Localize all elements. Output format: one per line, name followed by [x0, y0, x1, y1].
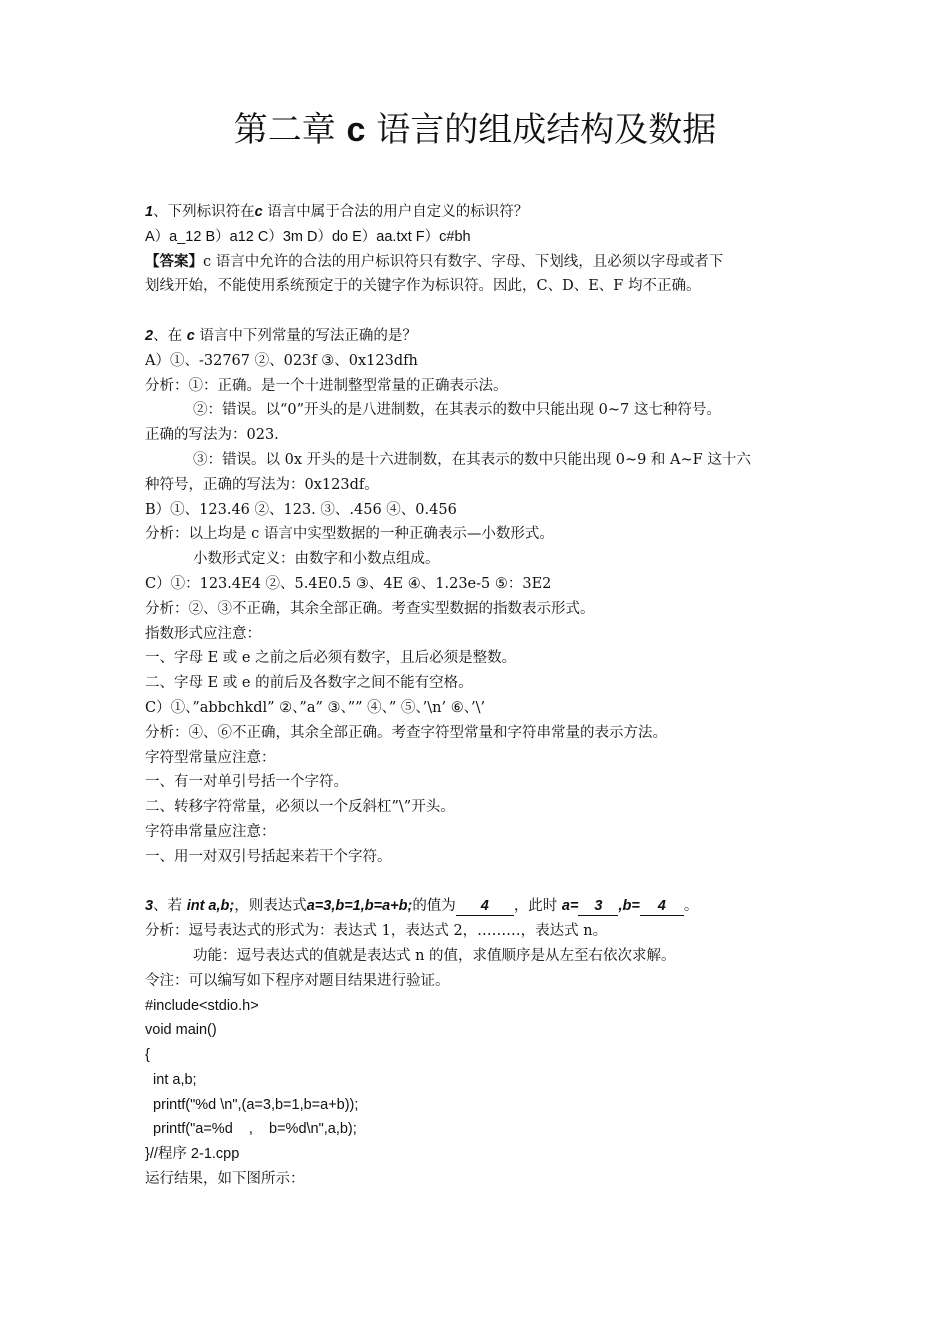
q2-line: C）①：123.4E4 ②、5.4E0.5 ③、4E ④、1.23e-5 ⑤：3E2: [145, 575, 552, 592]
q3-line: 分析：逗号表达式的形式为：表达式 1，表达式 2，………，表达式 n。: [145, 923, 608, 940]
answer-label: 【答案】: [145, 252, 203, 270]
q1-stem: 1、下列标识符在c 语言中属于合法的用户自定义的标识符？: [145, 204, 529, 220]
code-line: int a,b;: [145, 1071, 197, 1088]
result-caption: 运行结果，如下图所示：: [145, 1171, 305, 1188]
q2-line: A）①、-32767 ②、023f ③、0x123dfh: [145, 352, 418, 369]
answer-blank-value: 4: [456, 897, 514, 916]
title-rest: 语言的组成结构及数据: [365, 110, 717, 150]
q2-line: 小数形式定义：由数字和小数点组成。: [193, 551, 440, 568]
q2-line: 指数形式应注意：: [145, 625, 261, 642]
q2-line: 二、字母 E 或 e 的前后及各数字之间不能有空格。: [145, 675, 473, 692]
q2-line: B）①、123.46 ②、123. ③、.456 ④、0.456: [145, 501, 457, 518]
q2-line: 字符型常量应注意：: [145, 749, 276, 766]
page-title: [0, 108, 950, 152]
code-line: void main(): [145, 1022, 217, 1039]
q2-line: 正确的写法为：023.: [145, 427, 279, 444]
q3-stem: 3、若 int a,b;，则表达式a=3,b=1,b=a+b;的值为 4 ，此时 a= 3 ,b= 4 。: [145, 898, 699, 915]
q2-line: 一、有一对单引号括一个字符。: [145, 774, 348, 791]
answer-blank-a: 3: [578, 897, 618, 916]
q1-options: A）a_12 B）a12 C）3m D）do E）aa.txt F）c#bh: [145, 228, 471, 245]
q2-line: 二、转移字符常量，必须以一个反斜杠”\”开头。: [145, 799, 455, 816]
code-line: printf("%d \n",(a=3,b=1,b=a+b));: [145, 1096, 359, 1113]
q2-line: 分析：以上均是 c 语言中实型数据的一种正确表示—小数形式。: [145, 526, 554, 543]
q3-line: 令注：可以编写如下程序对题目结果进行验证。: [145, 972, 450, 989]
document-body: [145, 200, 815, 1192]
q1-answer-line1: 【答案】c 语言中允许的合法的用户标识符只有数字、字母、下划线，且必须以字母或者下: [145, 252, 724, 270]
q1-answer-line2: 划线开始，不能使用系统预定于的关键字作为标识符。因此，C、D、E、F 均不正确。: [145, 278, 701, 295]
code-block: [145, 994, 815, 1168]
q2-line: ②：错误。以“0”开头的是八进制数，在其表示的数中只能出现 0~7 这七种符号。: [193, 402, 721, 419]
code-line: printf("a=%d , b=%d\n",a,b);: [145, 1121, 357, 1138]
q2-line: 分析：②、③不正确，其余全部正确。考查实型数据的指数表示形式。: [145, 600, 595, 617]
q2-line: ③：错误。以 0x 开头的是十六进制数，在其表示的数中只能出现 0~9 和 A~F 这十六: [193, 451, 751, 468]
q3-line: 功能：逗号表达式的值就是表达式 n 的值，求值顺序是从左至右依次求解。: [193, 947, 676, 964]
title-prefix: 第二章: [233, 110, 347, 150]
q2-line: 分析：④、⑥不正确，其余全部正确。考查字符型常量和字符串常量的表示方法。: [145, 724, 667, 741]
code-line: {: [145, 1047, 150, 1064]
q2-stem: 2、在 c 语言中下列常量的写法正确的是？: [145, 327, 417, 344]
q2-line: 一、字母 E 或 e 之前之后必须有数字，且后必须是整数。: [145, 650, 517, 667]
q2-line: 分析：①：正确。是一个十进制整型常量的正确表示法。: [145, 377, 508, 394]
q2-line: C）①、”abbchkdl” ②、”a” ③、”” ④、” ⑤、’\n’ ⑥、’\’: [145, 699, 486, 716]
q2-line: 一、用一对双引号括起来若干个字符。: [145, 848, 392, 865]
q2-line: 字符串常量应注意：: [145, 823, 276, 840]
code-line: }//程序 2-1.cpp: [145, 1146, 240, 1163]
q2-line: 种符号，正确的写法为：0x123df。: [145, 476, 379, 493]
answer-blank-b: 4: [640, 897, 684, 916]
code-line: #include<stdio.h>: [145, 997, 259, 1014]
title-c: c: [346, 111, 366, 149]
